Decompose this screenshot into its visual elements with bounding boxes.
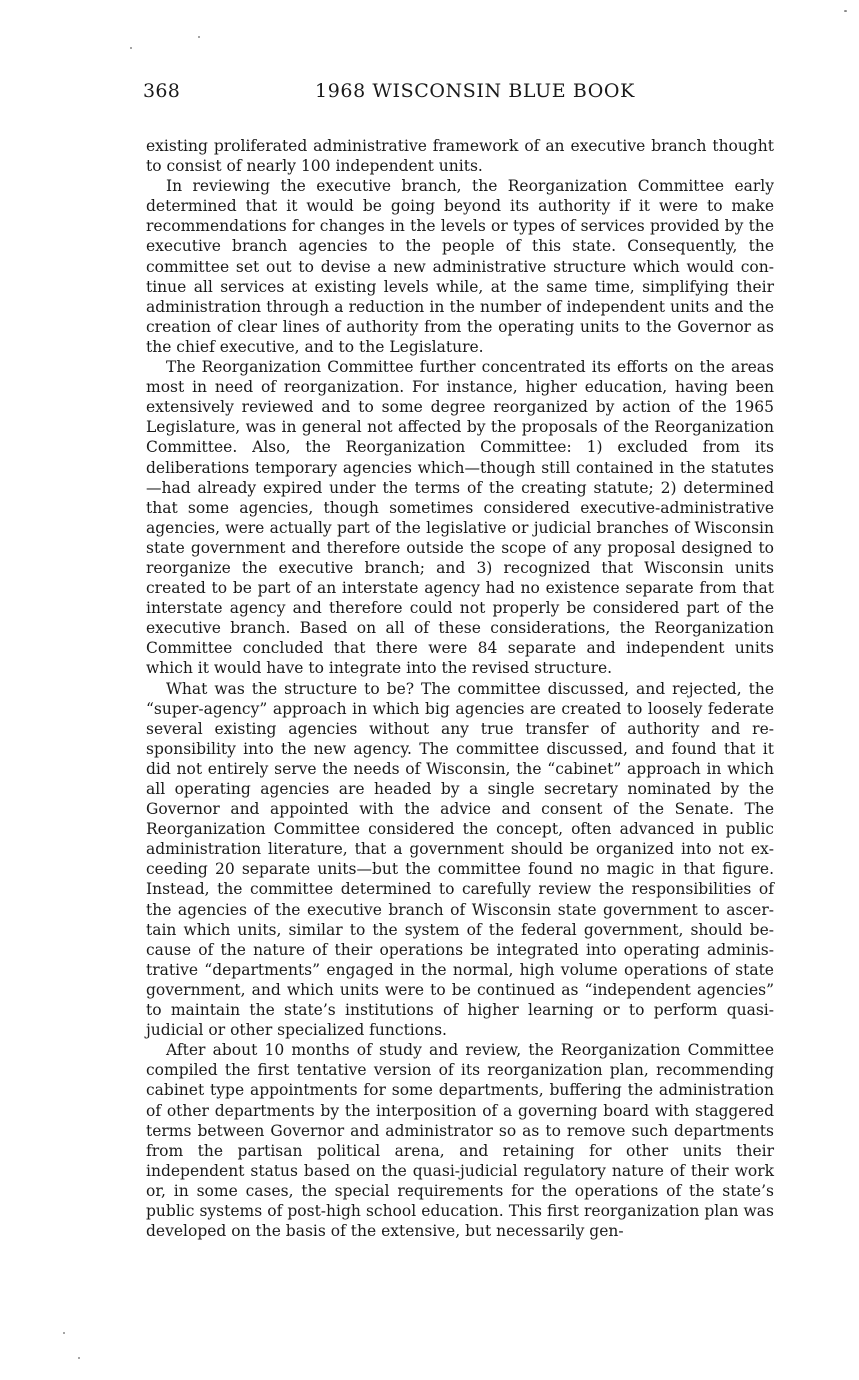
page-number: 368 bbox=[143, 80, 181, 102]
scan-speck bbox=[198, 36, 200, 38]
paragraph: What was the structure to be? The committee discussed, and rejected, the “super-agency” approach in which big agencies are created to loosely federate several existing agencies without any true transfer of authority and responsibility into the new agency. The committee discussed, and found that it did not entirely serve the needs of Wisconsin, the “cabinet” approach in which all operating agencies are headed by a single secretary nominated by the Governor and appointed with the advice and consent of the Senate. The Reorganization Committee considered the concept, often advanced in public administration literature, that a government should be organized into not exceeding 20 separate units—but the committee found no magic in that figure. Instead, the committee determined to carefully review the responsibilities of the agencies of the executive branch of Wisconsin state government to ascertain which units, similar to the system of the federal government, should because of the nature of their operations be integrated into operating administrative “departments” engaged in the normal, high volume operations of state government, and which units were to be continued as “independent agencies” to maintain the state’s institutions of higher learning or to perform quasi-judicial or other specialized functions. bbox=[146, 679, 774, 1040]
scan-speck bbox=[63, 1332, 65, 1334]
paragraph: After about 10 months of study and review, the Reorganization Committee compiled the first tentative version of its reorganization plan, recommending cabinet type appointments for some departments, buffering the administration of other departments by the interposition of a governing board with staggered terms between Governor and administrator so as to remove such departments from the partisan political arena, and retaining for other units their independent status based on the quasi-judicial regulatory nature of their work or, in some cases, the special requirements for the operations of the state’s public systems of post-high school education. This first reorganization plan was developed on the basis of the extensive, but necessarily gen- bbox=[146, 1041, 774, 1241]
paragraph: The Reorganization Committee further concentrated its efforts on the areas most in need of reorganization. For instance, higher education, having been extensively reviewed and to some degree reorganized by action of the 1965 Legislature, was in general not affected by the proposals of the Reorganization Committee. Also, the Reorganization Committee: 1) excluded from its deliberations temporary agencies which—though still contained in the statutes—had already expired under the terms of the creating statute; 2) determined that some agencies, though sometimes considered executive-administrative agencies, were actually part of the legislative or judicial branches of Wisconsin state government and therefore outside the scope of any proposal designed to reorganize the executive branch; and 3) recognized that Wisconsin units created to be part of an interstate agency had no existence separate from that interstate agency and therefore could not properly be considered part of the executive branch. Based on all of these considerations, the Reorganization Committee concluded that there were 84 separate and independent units which it would have to integrate into the revised structure. bbox=[146, 358, 774, 678]
page-header bbox=[143, 80, 775, 108]
running-title: 1968 WISCONSIN BLUE BOOK bbox=[315, 80, 635, 102]
paragraph: In reviewing the executive branch, the Reorganization Committee early determined that it would be going beyond its authority if it were to make recommendations for changes in the levels or types of services provided by the executive branch agencies to the people of this state. Consequently, the committee set out to devise a new administrative structure which would continue all services at existing levels while, at the same time, simplifying their administration through a reduction in the number of independent units and the creation of clear lines of authority from the operating units to the Governor as the chief executive, and to the Legislature. bbox=[146, 177, 774, 356]
paragraph-continued: existing proliferated administrative framework of an executive branch thought to consist of nearly 100 independent units. bbox=[146, 137, 774, 176]
scan-speck bbox=[844, 10, 847, 12]
scan-speck bbox=[130, 47, 132, 49]
scan-speck bbox=[78, 1357, 80, 1359]
body-text bbox=[146, 136, 774, 1241]
